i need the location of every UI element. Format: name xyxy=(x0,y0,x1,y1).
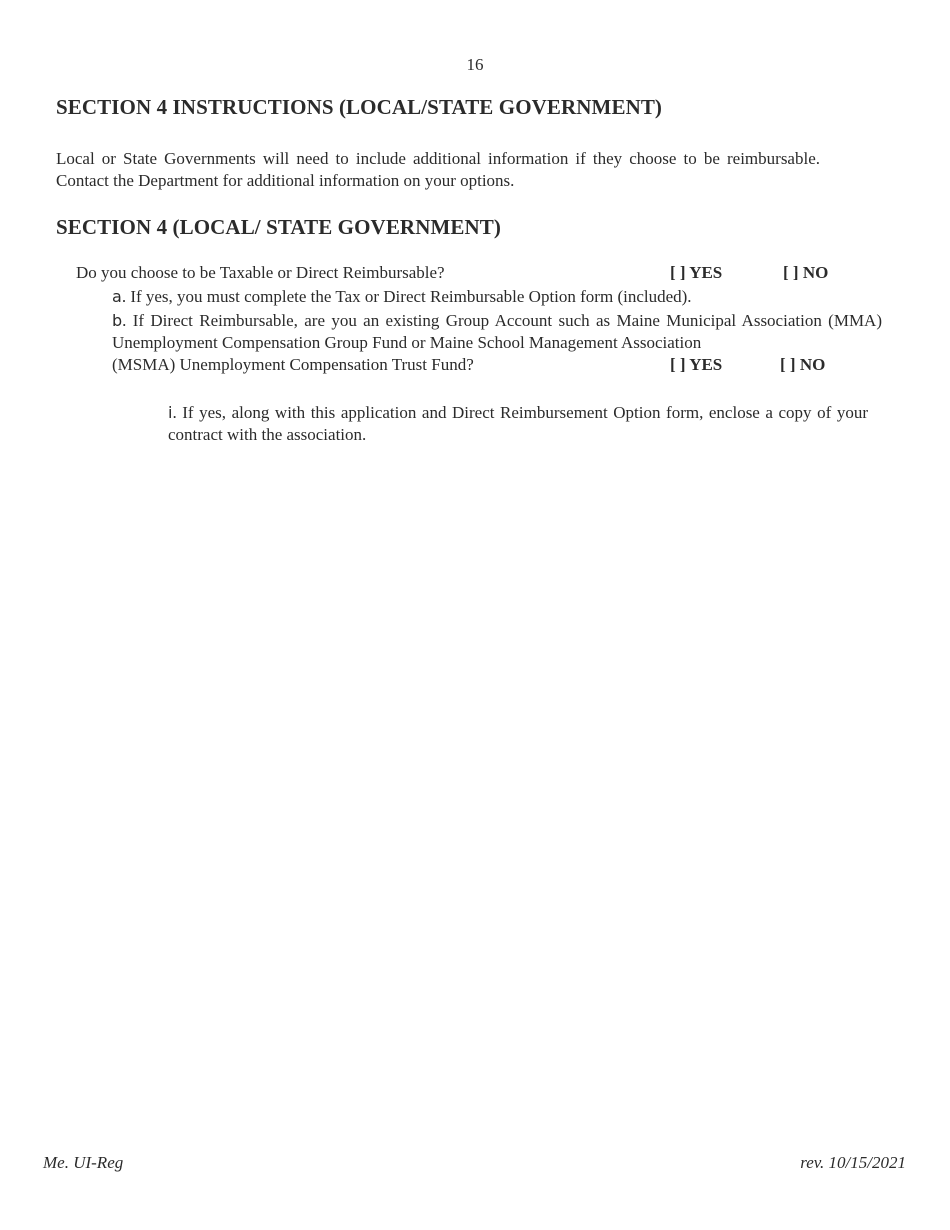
item-i-text: . If yes, along with this application and Direct Reimbursement Option form, enclose a copy of your contract with the association. xyxy=(168,403,868,444)
page-number: 16 xyxy=(466,55,484,74)
item-b-marker: b xyxy=(112,311,123,330)
group-account-yes-checkbox[interactable]: [ ] YES xyxy=(670,355,723,374)
question-taxable-or-reimbursable: Do you choose to be Taxable or Direct Reimbursable? xyxy=(76,263,445,282)
item-i-marker: i xyxy=(168,403,173,422)
footer-form-id: Me. UI-Reg xyxy=(43,1153,124,1172)
item-a xyxy=(112,286,692,308)
instructions-body: Local or State Governments will need to include additional information if they choose to be reimbursable. Contact the Department for additional information on your options. xyxy=(56,149,820,190)
question-no-checkbox[interactable]: [ ] NO xyxy=(783,263,829,282)
instructions-heading: SECTION 4 INSTRUCTIONS (LOCAL/STATE GOVERNMENT) xyxy=(56,95,663,119)
question-yes-checkbox[interactable]: [ ] YES xyxy=(670,263,723,282)
item-i xyxy=(168,402,868,446)
section-heading: SECTION 4 (LOCAL/ STATE GOVERNMENT) xyxy=(56,215,501,239)
item-a-marker: a xyxy=(112,287,122,306)
footer-revision-date: rev. 10/15/2021 xyxy=(800,1153,906,1172)
item-b-text: . If Direct Reimbursable, are you an existing Group Account such as Maine Municipal Association (MMA) Unemployment Compensation Group Fund or Maine School Management Association xyxy=(112,311,882,352)
item-b xyxy=(112,310,882,376)
group-account-no-checkbox[interactable]: [ ] NO xyxy=(780,355,826,374)
item-b-text-last: (MSMA) Unemployment Compensation Trust Fund? xyxy=(112,355,474,374)
item-a-text: . If yes, you must complete the Tax or Direct Reimbursable Option form (included). xyxy=(121,287,692,306)
